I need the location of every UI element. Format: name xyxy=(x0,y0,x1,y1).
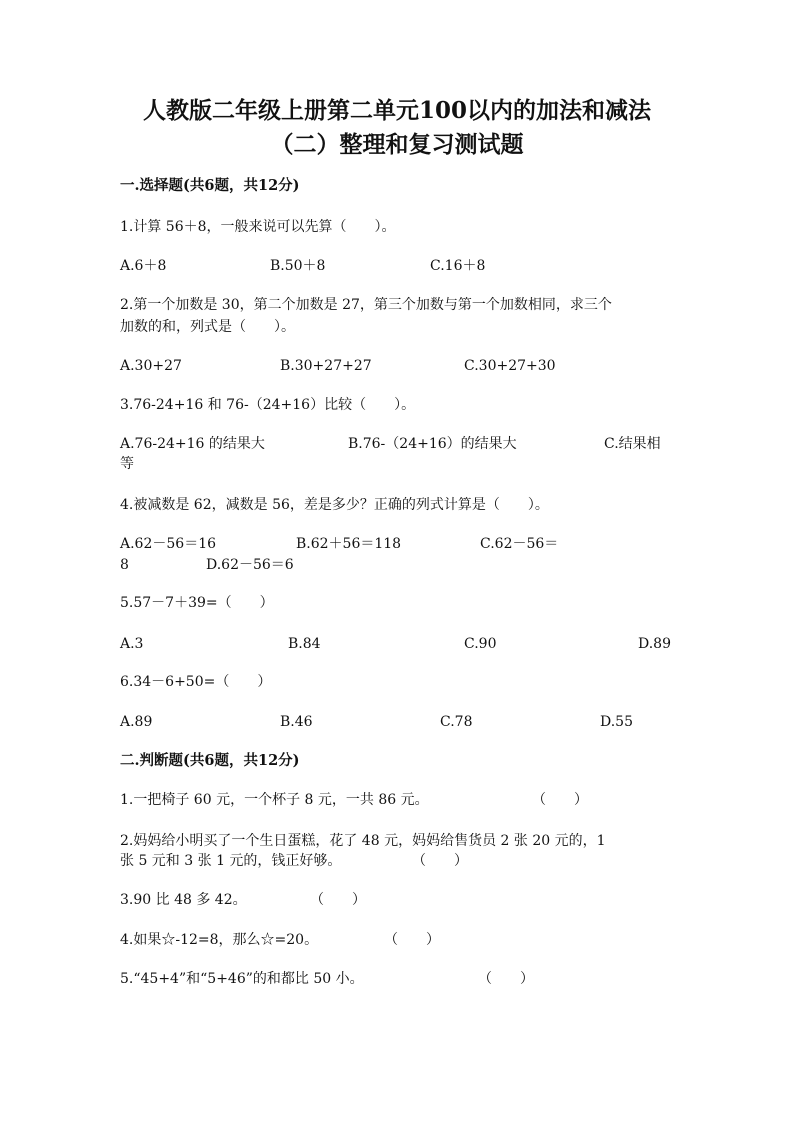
section-heading-judgement: 二.判断题(共6题，共12分) xyxy=(120,752,300,769)
q2-option-a: A.30+27 xyxy=(120,358,182,374)
judge-2-line2: 张 5 元和 3 张 1 元的，钱正好够。 xyxy=(120,853,342,869)
q5-option-c: C.90 xyxy=(464,636,497,652)
question-2-line2: 加数的和，列式是（ ）。 xyxy=(120,319,295,335)
question-6-text: 6.34－6+50=（ ） xyxy=(120,674,272,690)
question-5-text: 5.57－7＋39=（ ） xyxy=(120,595,274,611)
q3-option-a: A.76-24+16 的结果大 xyxy=(120,436,265,452)
worksheet-title-line2: （二）整理和复习测试题 xyxy=(270,131,524,158)
q3-option-c-continued: 等 xyxy=(120,456,134,472)
q2-option-c: C.30+27+30 xyxy=(464,358,556,374)
question-1-text: 1.计算 56＋8，一般来说可以先算（ ）。 xyxy=(120,219,396,235)
q1-option-c: C.16＋8 xyxy=(430,258,486,274)
q6-option-a: A.89 xyxy=(120,714,153,730)
section-heading-choice: 一.选择题(共6题，共12分) xyxy=(120,177,300,194)
judge-5-answer-paren: （ ） xyxy=(478,971,534,987)
question-4-text: 4.被减数是 62，减数是 56，差是多少？正确的列式计算是（ ）。 xyxy=(120,497,549,513)
q6-option-d: D.55 xyxy=(600,714,633,730)
judge-1-text: 1.一把椅子 60 元，一个杯子 8 元，一共 86 元。 xyxy=(120,792,429,808)
question-3-text: 3.76-24+16 和 76-（24+16）比较（ ）。 xyxy=(120,397,416,413)
q4-option-c-continued: 8 xyxy=(120,557,129,573)
judge-2-line1: 2.妈妈给小明买了一个生日蛋糕，花了 48 元，妈妈给售货员 2 张 20 元的，1 xyxy=(120,833,606,849)
judge-3-answer-paren: （ ） xyxy=(310,892,366,908)
q4-option-c: C.62－56＝ xyxy=(480,536,559,552)
q4-option-d: D.62－56＝6 xyxy=(206,557,294,573)
q5-option-d: D.89 xyxy=(638,636,671,652)
judge-1-answer-paren: （ ） xyxy=(532,792,588,808)
q3-option-b: B.76-（24+16）的结果大 xyxy=(348,436,517,452)
q5-option-b: B.84 xyxy=(288,636,321,652)
q3-option-c: C.结果相 xyxy=(604,436,661,452)
judge-4-answer-paren: （ ） xyxy=(384,932,440,948)
q4-option-b: B.62＋56＝118 xyxy=(296,536,402,552)
q6-option-c: C.78 xyxy=(440,714,473,730)
q5-option-a: A.3 xyxy=(120,636,144,652)
q1-option-b: B.50＋8 xyxy=(270,258,326,274)
question-2-line1: 2.第一个加数是 30，第二个加数是 27，第三个加数与第一个加数相同，求三个 xyxy=(120,297,612,313)
judge-4-text: 4.如果☆-12=8，那么☆=20。 xyxy=(120,932,319,948)
judge-3-text: 3.90 比 48 多 42。 xyxy=(120,892,247,908)
q6-option-b: B.46 xyxy=(280,714,313,730)
q1-option-a: A.6＋8 xyxy=(120,258,167,274)
q2-option-b: B.30+27+27 xyxy=(280,358,372,374)
q4-option-a: A.62－56＝16 xyxy=(120,536,217,552)
judge-2-answer-paren: （ ） xyxy=(412,853,468,869)
judge-5-text: 5.“45+4”和“5+46”的和都比 50 小。 xyxy=(120,971,364,987)
worksheet-title-line1: 人教版二年级上册第二单元100以内的加法和减法 xyxy=(142,97,651,124)
